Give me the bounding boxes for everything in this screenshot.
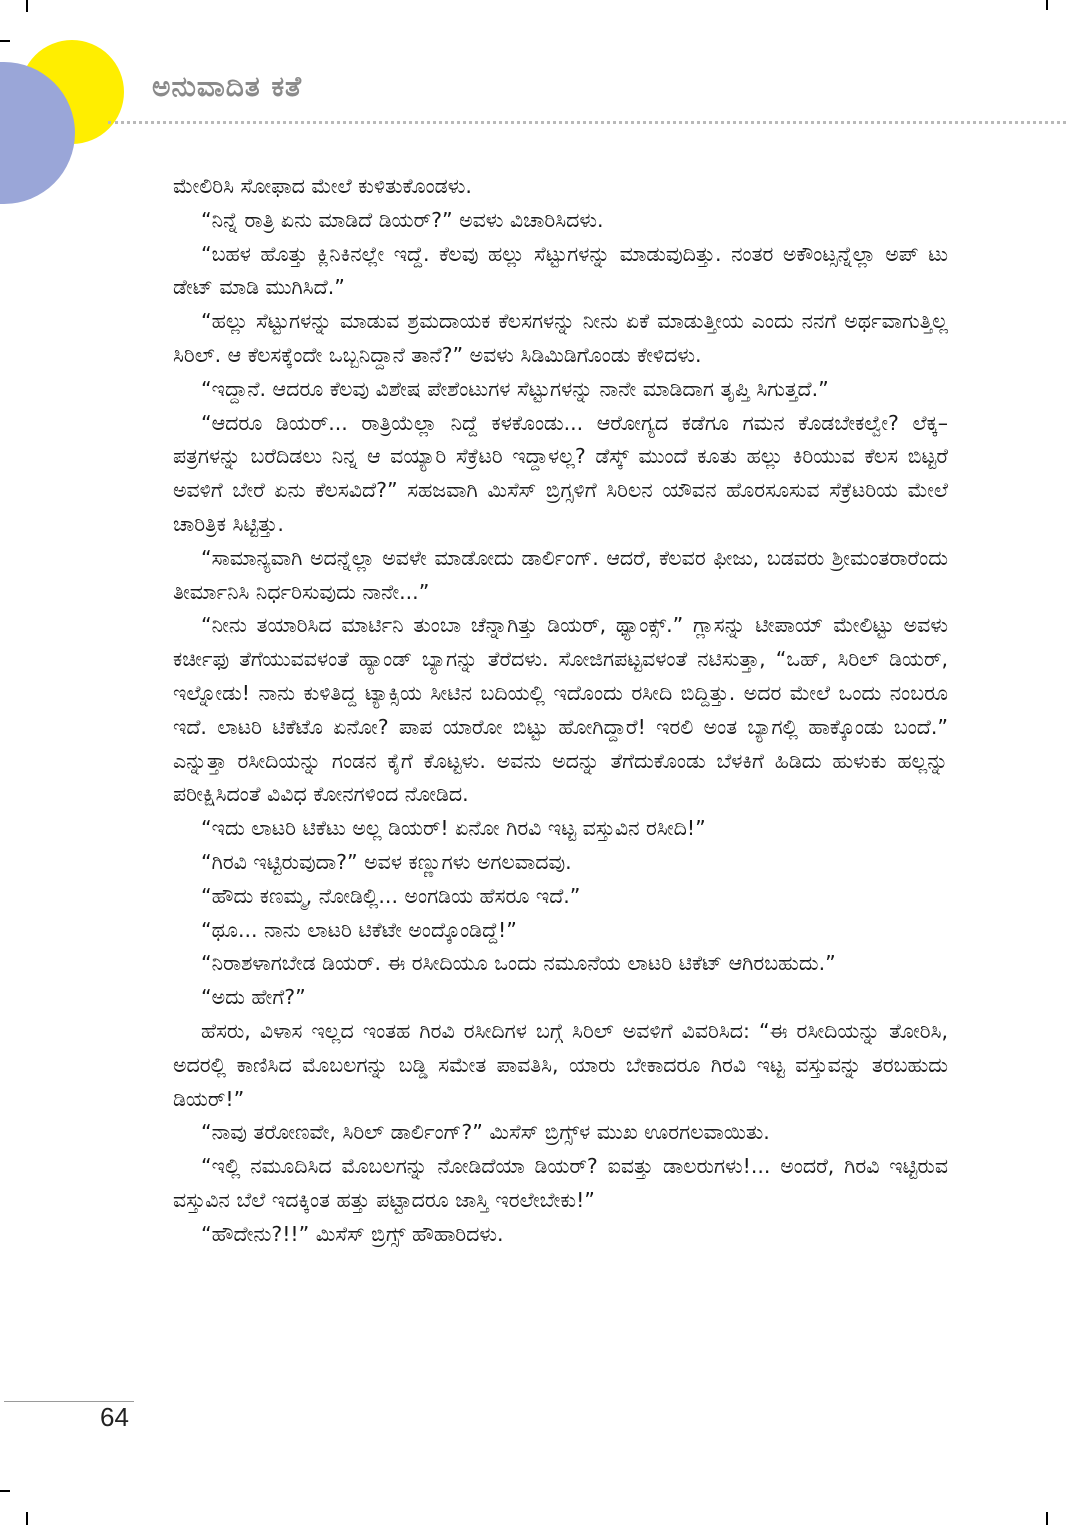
paragraph: “ಥೂ... ನಾನು ಲಾಟರಿ ಟಿಕೆಟೇ ಅಂದ್ಕೊಂಡಿದ್ದೆ!” (201, 917, 517, 942)
header-decoration (0, 0, 200, 220)
section-title: ಅನುವಾದಿತ ಕತೆ (152, 70, 303, 103)
crop-mark-left-bottom (0, 1490, 10, 1492)
page-number: 64 (100, 1402, 129, 1432)
story-text (173, 170, 948, 1252)
paragraph: ಹೆಸರು, ವಿಳಾಸ ಇಲ್ಲದ ಇಂತಹ ಗಿರವಿ ರಸೀದಿಗಳ ಬಗ್ಗೆ ಸಿರಿಲ್ ಅವಳಿಗೆ ವಿವರಿಸಿದ: “ಈ ರಸೀದಿಯನ್ನು ತೋರಿಸಿ, ಅದರಲ್ಲಿ ಕಾಣಿಸಿದ ಮೊಬಲಗನ್ನು ಬಡ್ಡಿ ಸಮೇತ ಪಾವತಿಸಿ, ಯಾರು ಬೇಕಾದರೂ ಗಿರವಿ ಇಟ್ಟ ವಸ್ತುವನ್ನು ತರಬಹುದು ಡಿಯರ್!” (173, 1018, 948, 1111)
paragraph: “ಹೌದು ಕಣಮ್ಮ, ನೋಡಿಲ್ಲಿ... ಅಂಗಡಿಯ ಹೆಸರೂ ಇದೆ.” (201, 883, 581, 908)
crop-mark-top-right (1046, 0, 1048, 10)
paragraph: “ಹಲ್ಲು ಸೆಟ್ಟುಗಳನ್ನು ಮಾಡುವ ಶ್ರಮದಾಯಕ ಕೆಲಸಗಳನ್ನು ನೀನು ಏಕೆ ಮಾಡುತ್ತೀಯ ಎಂದು ನನಗೆ ಅರ್ಥವಾಗುತ್ತಿಲ್ಲ ಸಿರಿಲ್. ಆ ಕೆಲಸಕ್ಕೆಂದೇ ಒಬ್ಬನಿದ್ದಾನೆ ತಾನೆ?” ಅವಳು ಸಿಡಿಮಿಡಿಗೊಂಡು ಕೇಳಿದಳು. (173, 309, 948, 367)
paragraph: “ಆದರೂ ಡಿಯರ್... ರಾತ್ರಿಯೆಲ್ಲಾ ನಿದ್ದೆ ಕಳಕೊಂಡು... ಆರೋಗ್ಯದ ಕಡೆಗೂ ಗಮನ ಕೊಡಬೇಕಲ್ವೇ? ಲೆಕ್ಕ–ಪತ್ರಗಳನ್ನು ಬರೆದಿಡಲು ನಿನ್ನ ಆ ವಯ್ಯಾರಿ ಸೆಕ್ರೆಟರಿ ಇದ್ದಾಳಲ್ಲ? ಡೆಸ್ಕ್ ಮುಂದೆ ಕೂತು ಹಲ್ಲು ಕಿರಿಯುವ ಕೆಲಸ ಬಿಟ್ಟರೆ ಅವಳಿಗೆ ಬೇರೆ ಏನು ಕೆಲಸವಿದೆ?” ಸಹಜವಾಗಿ ಮಿಸೆಸ್ ಬ್ರಿಗ್ಸಳಿಗೆ ಸಿರಿಲನ ಯೌವನ ಹೊರಸೂಸುವ ಸೆಕ್ರೆಟರಿಯ ಮೇಲೆ ಚಾರಿತ್ರಿಕ ಸಿಟ್ಟಿತ್ತು. (173, 410, 948, 536)
paragraph: ಮೇಲಿರಿಸಿ ಸೋಫಾದ ಮೇಲೆ ಕುಳಿತುಕೊಂಡಳು. (173, 174, 472, 198)
crop-mark-bottom-left (26, 1512, 28, 1525)
paragraph: “ಇದು ಲಾಟರಿ ಟಿಕೆಟು ಅಲ್ಲ ಡಿಯರ್! ಏನೋ ಗಿರವಿ ಇಟ್ಟ ವಸ್ತುವಿನ ರಸೀದಿ!” (201, 816, 706, 841)
paragraph: “ನಿರಾಶಳಾಗಬೇಡ ಡಿಯರ್. ಈ ರಸೀದಿಯೂ ಒಂದು ನಮೂನೆಯ ಲಾಟರಿ ಟಿಕೆಟ್ ಆಗಿರಬಹುದು.” (201, 951, 836, 976)
paragraph: “ನಿನ್ನೆ ರಾತ್ರಿ ಏನು ಮಾಡಿದೆ ಡಿಯರ್?” ಅವಳು ವಿಚಾರಿಸಿದಳು. (201, 207, 604, 232)
paragraph: “ಇಲ್ಲಿ ನಮೂದಿಸಿದ ಮೊಬಲಗನ್ನು ನೋಡಿದೆಯಾ ಡಿಯರ್? ಐವತ್ತು ಡಾಲರುಗಳು!... ಅಂದರೆ, ಗಿರವಿ ಇಟ್ಟಿರುವ ವಸ್ತುವಿನ ಬೆಲೆ ಇದಕ್ಕಿಂತ ಹತ್ತು ಪಟ್ಟಾದರೂ ಜಾಸ್ತಿ ಇರಲೇಬೇಕು!” (173, 1154, 948, 1212)
paragraph: “ಬಹಳ ಹೊತ್ತು ಕ್ಲಿನಿಕಿನಲ್ಲೇ ಇದ್ದೆ. ಕೆಲವು ಹಲ್ಲು ಸೆಟ್ಟುಗಳನ್ನು ಮಾಡುವುದಿತ್ತು. ನಂತರ ಅಕೌಂಟ್ಸನ್ನೆಲ್ಲಾ ಅಪ್ ಟು ಡೇಟ್ ಮಾಡಿ ಮುಗಿಸಿದೆ.” (173, 241, 948, 300)
paragraph: “ಹೌದೇನು?!!” ಮಿಸೆಸ್ ಬ್ರಿಗ್ಸ್ ಹೌಹಾರಿದಳು. (201, 1221, 504, 1246)
header-dotted-rule (108, 121, 1066, 124)
paragraph: “ಸಾಮಾನ್ಯವಾಗಿ ಅದನ್ನೆಲ್ಲಾ ಅವಳೇ ಮಾಡೋದು ಡಾರ್ಲಿಂಗ್. ಆದರೆ, ಕೆಲವರ ಫೀಜು, ಬಡವರು ಶ್ರೀಮಂತರಾರೆಂದು ತೀರ್ಮಾನಿಸಿ ನಿರ್ಧರಿಸುವುದು ನಾನೇ...” (173, 545, 948, 604)
paragraph: “ಇದ್ದಾನೆ. ಆದರೂ ಕೆಲವು ವಿಶೇಷ ಪೇಶೆಂಟುಗಳ ಸೆಟ್ಟುಗಳನ್ನು ನಾನೇ ಮಾಡಿದಾಗ ತೃಪ್ತಿ ಸಿಗುತ್ತದೆ.” (201, 376, 829, 401)
paragraph: “ಗಿರವಿ ಇಟ್ಟಿರುವುದಾ?” ಅವಳ ಕಣ್ಣುಗಳು ಅಗಲವಾದವು. (201, 849, 572, 874)
crop-mark-bottom-right (1046, 1512, 1048, 1525)
blue-circle-body (0, 62, 4, 204)
paragraph: “ನಾವು ತರೋಣವೇ, ಸಿರಿಲ್ ಡಾರ್ಲಿಂಗ್?” ಮಿಸೆಸ್ ಬ್ರಿಗ್ಸ್‌ಳ ಮುಖ ಊರಗಲವಾಯಿತು. (201, 1120, 770, 1145)
paragraph: “ಅದು ಹೇಗೆ?” (201, 985, 306, 1010)
paragraph: “ನೀನು ತಯಾರಿಸಿದ ಮಾರ್ಟಿನಿ ತುಂಬಾ ಚೆನ್ನಾಗಿತ್ತು ಡಿಯರ್, ಥ್ಯಾಂಕ್ಸ್.” ಗ್ಲಾಸನ್ನು ಟೀಪಾಯ್ ಮೇಲಿಟ್ಟು ಅವಳು ಕರ್ಚೀಫು ತೆಗೆಯುವವಳಂತೆ ಹ್ಯಾಂಡ್ ಬ್ಯಾಗನ್ನು ತೆರೆದಳು. ಸೋಜಿಗಪಟ್ಟವಳಂತೆ ನಟಿಸುತ್ತಾ, “ಒಹ್, ಸಿರಿಲ್ ಡಿಯರ್, ಇಲ್ನೋಡು! ನಾನು ಕುಳಿತಿದ್ದ ಟ್ಯಾಕ್ಸಿಯ ಸೀಟಿನ ಬದಿಯಲ್ಲಿ ಇದೊಂದು ರಸೀದಿ ಬಿದ್ದಿತ್ತು. ಅದರ ಮೇಲೆ ಒಂದು ನಂಬರೂ ಇದೆ. ಲಾಟರಿ ಟಿಕೆಟೊ ಏನೋ? ಪಾಪ ಯಾರೋ ಬಿಟ್ಟು ಹೋಗಿದ್ದಾರೆ! ಇರಲಿ ಅಂತ ಬ್ಯಾಗಲ್ಲಿ ಹಾಕ್ಕೊಂಡು ಬಂದೆ.” ಎನ್ನುತ್ತಾ ರಸೀದಿಯನ್ನು ಗಂಡನ ಕೈಗೆ ಕೊಟ್ಟಳು. ಅವನು ಅದನ್ನು ತೆಗೆದುಕೊಂಡು ಬೆಳಕಿಗೆ ಹಿಡಿದು ಹುಳುಕು ಹಲ್ಲನ್ನು ಪರೀಕ್ಷಿಸಿದಂತೆ ವಿವಿಧ ಕೋನಗಳಿಂದ ನೋಡಿದ. (173, 613, 948, 807)
